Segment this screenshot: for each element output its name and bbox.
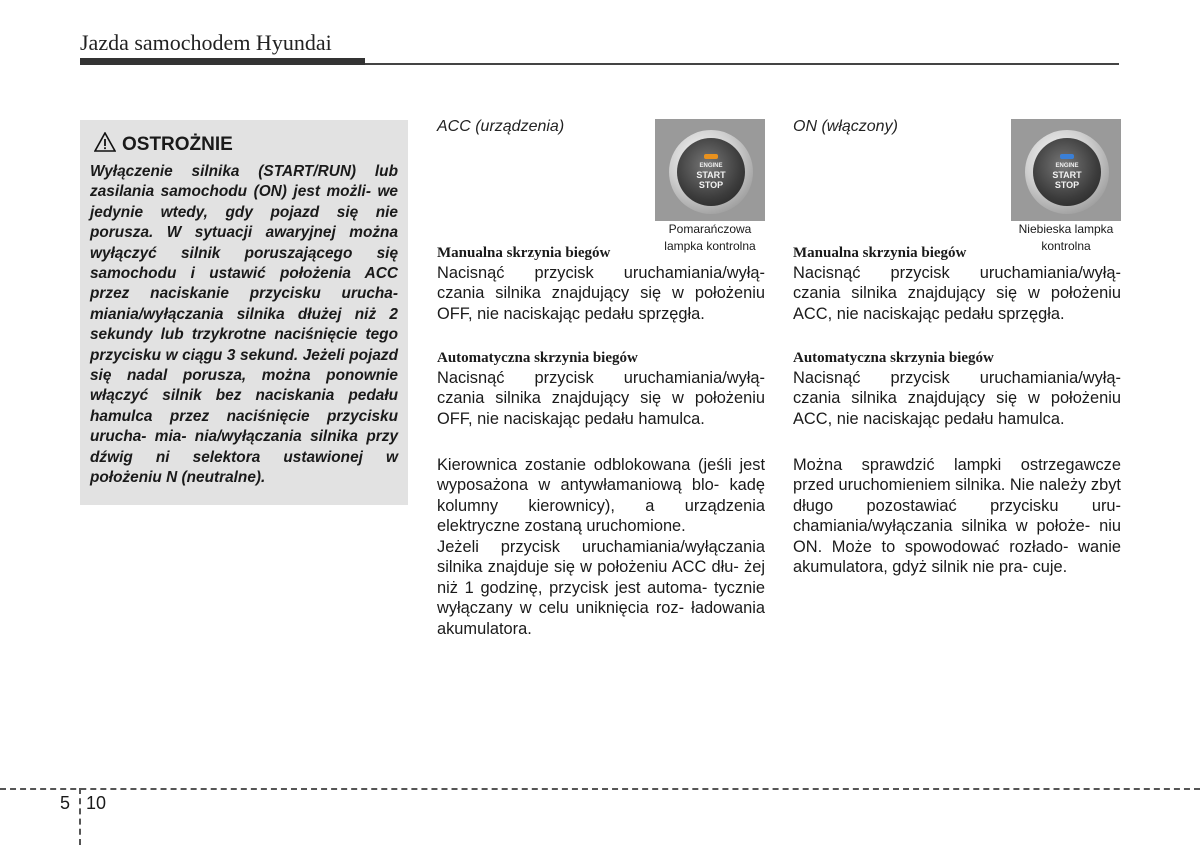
warning-triangle-icon — [94, 132, 116, 158]
chapter-number: 5 — [60, 793, 71, 813]
on-auto-section — [793, 348, 1121, 429]
acc-indicator-lamp — [704, 154, 718, 159]
acc-section-title: ACC (urządzenia) — [437, 118, 565, 135]
header-bar — [80, 58, 365, 65]
on-indicator-lamp — [1060, 154, 1074, 159]
footer-vertical-divider — [79, 788, 81, 845]
on-auto-heading: Automatyczna skrzynia biegów — [793, 350, 994, 366]
on-manual-text: Nacisnąć przycisk uruchamiania/wyłą- czania silnika znajdujący się w położeniu ACC, nie naciskając pedału sprzęgła. — [793, 264, 1121, 323]
footer-divider — [0, 788, 1200, 790]
button-engine-label: ENGINE — [699, 163, 723, 169]
acc-figure — [655, 119, 765, 255]
button-start-label: START — [1052, 170, 1082, 180]
button-engine-label: ENGINE — [1055, 163, 1079, 169]
acc-para1-text: Kierownica zostanie odblokowana (jeśli jest wyposażona w antywłamaniową blo- kadę kolumny kierownicy), a urządzenia elektryczne zostaną uruchomione. — [437, 456, 765, 536]
acc-para2-text: Jeżeli przycisk uruchamiania/wyłączania silnika znajduje się w położeniu ACC dłu- żej niż 1 godzinę, przycisk jest automa- tycznie wyłączany w celu uniknięcia roz- ładowania akumulatora. — [437, 538, 765, 638]
page-number: 10 — [86, 793, 107, 813]
acc-manual-heading: Manualna skrzynia biegów — [437, 245, 611, 261]
header-rule — [365, 63, 1119, 65]
on-manual-section — [793, 243, 1121, 324]
caution-text: Wyłączenie silnika (START/RUN) lub zasilania samochodu (ON) jest możli- we jedynie wtedy, gdy pojazd się nie porusza. W sytuacji awaryjnej można wyłączyć silnik poruszającego się samochodu i ustawić położenia ACC przez naciskanie przycisku urucha- miania/wyłączania silnika dłużej niż 2 sekundy lub trzykrotne naciśnięcie tego przycisku w ciągu 3 sekund. Jeżeli pojazd się nadal porusza, można ponownie włączyć silnik bez naciskania pedału hamulca przez naciśnięcie przycisku urucha- mia- nia/wyłączania silnika przy dźwig ni selektora ustawionej w położeniu N (neutralne). — [90, 163, 398, 487]
acc-paragraph-1 — [437, 455, 765, 537]
caution-box — [80, 120, 408, 505]
on-button-photo — [1011, 119, 1121, 227]
engine-start-stop-button-icon — [677, 138, 745, 206]
on-section-title: ON (włączony) — [793, 118, 898, 135]
acc-paragraph-2 — [437, 537, 765, 639]
on-para1-text: Można sprawdzić lampki ostrzegawcze przed uruchomieniem silnika. Nie należy zbyt długo pozostawiać przycisku uru- chamiania/wyłączania silnika w położe- niu ON. Może to spowodować rozłado- wanie akumulatora, gdyż silnik nie pra- cuje. — [793, 456, 1121, 577]
acc-manual-section — [437, 243, 765, 324]
acc-auto-section — [437, 348, 765, 429]
acc-manual-text: Nacisnąć przycisk uruchamiania/wyłą- czania silnika znajdujący się w położeniu OFF, nie naciskając pedału sprzęgła. — [437, 264, 765, 323]
caution-title: OSTROŻNIE — [122, 134, 233, 155]
on-auto-text: Nacisnąć przycisk uruchamiania/wyłą- czania silnika znajdujący się w położeniu ACC, nie naciskając pedału hamulca. — [793, 369, 1121, 428]
acc-auto-heading: Automatyczna skrzynia biegów — [437, 350, 638, 366]
on-figure-caption: Niebieska lampka kontrolna — [1011, 221, 1121, 255]
acc-auto-text: Nacisnąć przycisk uruchamiania/wyłą- czania silnika znajdujący się w położeniu OFF, nie naciskając pedału hamulca. — [437, 369, 765, 428]
on-manual-heading: Manualna skrzynia biegów — [793, 245, 967, 261]
engine-start-stop-button-icon — [1033, 138, 1101, 206]
caution-heading — [90, 132, 398, 158]
button-stop-label: STOP — [698, 180, 724, 190]
acc-button-photo — [655, 119, 765, 227]
page-header-title: Jazda samochodem Hyundai — [80, 30, 332, 55]
acc-figure-caption: Pomarańczowa lampka kontrolna — [655, 221, 765, 255]
button-start-label: START — [696, 170, 726, 180]
button-stop-label: STOP — [1054, 180, 1080, 190]
on-paragraph-1 — [793, 455, 1121, 577]
on-figure — [1011, 119, 1121, 255]
